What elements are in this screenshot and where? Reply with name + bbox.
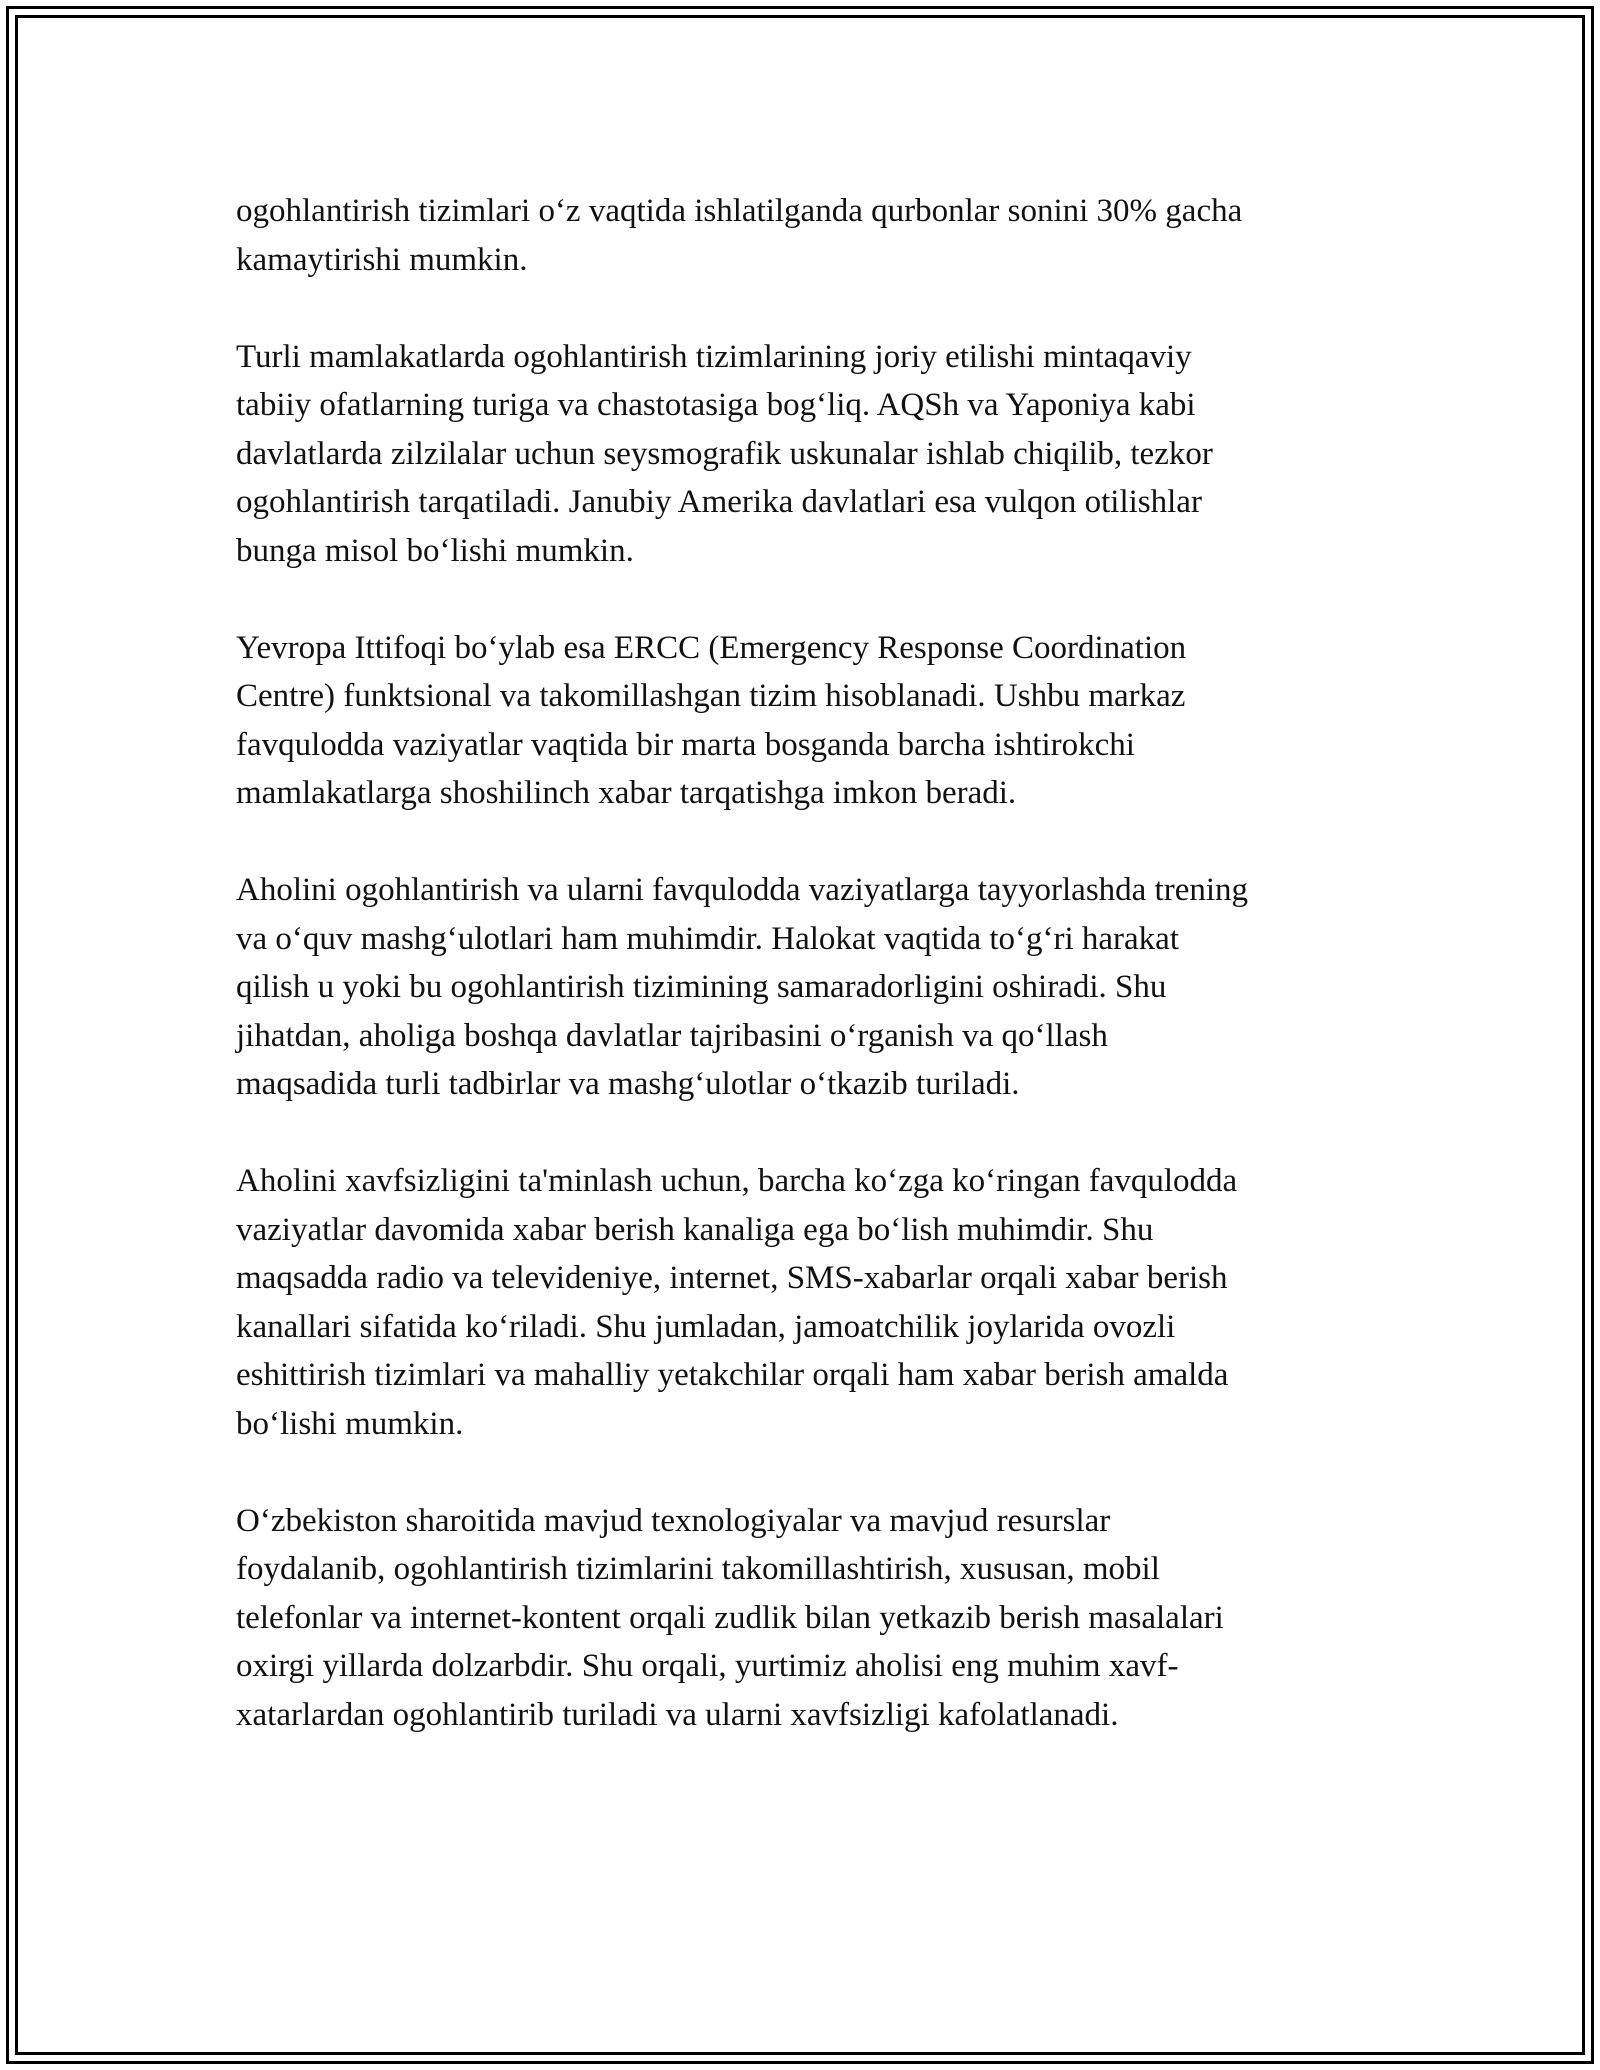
paragraph-5: Aholini xavfsizligini ta'minlash uchun, barcha ko‘zga ko‘ringan favqulodda vaziyatlar davomida xabar berish kanaliga ega bo‘lish muhimdir. Shu maqsadda radio va televideniye, internet, SMS-xabarlar orqali xabar berish kanallari sifatida ko‘riladi. Shu jumladan, jamoatchilik joylarida ovozli eshittirish tizimlari va mahalliy yetakchilar orqali ham xabar berish amalda bo‘lishi mumkin. xyxy=(236,1163,1238,1442)
paragraph-3: Yevropa Ittifoqi bo‘ylab esa ERCC (Emergency Response Coordination Centre) funktsional va takomillashgan tizim hisoblanadi. Ushbu markaz favqulodda vaziyatlar vaqtida bir marta bosganda barcha ishtirokchi mamlakatlarga shoshilinch xabar tarqatishga imkon beradi. xyxy=(236,629,1187,811)
paragraph-4: Aholini ogohlantirish va ularni favqulodda vaziyatlarga tayyorlashda trening va o‘quv mashg‘ulotlari ham muhimdir. Halokat vaqtida to‘g‘ri harakat qilish u yoki bu ogohlantirish tizimining samaradorligini oshiradi. Shu jihatdan, aholiga boshqa davlatlar tajribasini o‘rganish va qo‘llash maqsadida turli tadbirlar va mashg‘ulotlar o‘tkazib turiladi. xyxy=(236,872,1249,1102)
paragraph-6: O‘zbekiston sharoitida mavjud texnologiyalar va mavjud resurslar foydalanib, ogohlantirish tizimlarini takomillashtirish, xususan, mobil telefonlar va internet-kontent orqali zudlik bilan yetkazib berish masalalari oxirgi yillarda dolzarbdir. Shu orqali, yurtimiz aholisi eng muhim xavf- xatarlardan ogohlantirib turiladi va ularni xavfsizligi kafolatlanadi. xyxy=(236,1502,1224,1733)
paragraph-1: ogohlantirish tizimlari o‘z vaqtida ishlatilganda qurbonlar sonini 30% gacha kamaytirishi mumkin. xyxy=(236,193,1243,278)
paragraph-2: Turli mamlakatlarda ogohlantirish tizimlarining joriy etilishi mintaqaviy tabiiy ofatlarning turiga va chastotasiga bog‘liq. AQSh va Yaponiya kabi davlatlarda zilzilalar uchun seysmografik uskunalar ishlab chiqilib, tezkor ogohlantirish tarqatiladi. Janubiy Amerika davlatlari esa vulqon otilishlar bunga misol bo‘lishi mumkin. xyxy=(236,338,1213,569)
document-body xyxy=(236,187,1366,1739)
